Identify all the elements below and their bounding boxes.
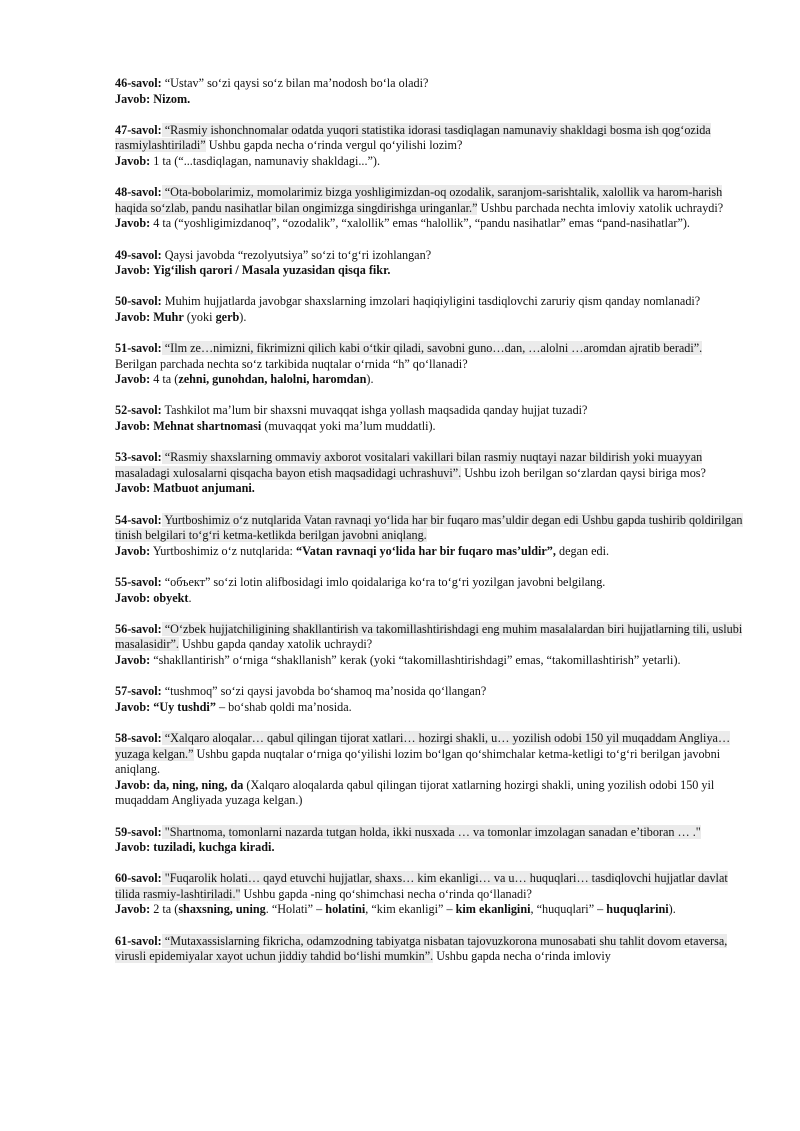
question-block — [115, 403, 745, 434]
answer-label: Javob: — [115, 91, 151, 106]
question-block — [115, 684, 745, 715]
answer-label: Javob: — [115, 481, 151, 496]
answer-label: Javob: — [115, 419, 151, 434]
answer-bold-segment: Muhr — [150, 309, 184, 324]
question-text — [115, 403, 745, 419]
question-number: 49-savol: — [115, 247, 162, 262]
answer-label: Javob: — [115, 699, 151, 714]
answer-text — [115, 310, 745, 326]
question-number: 56-savol: — [115, 621, 162, 636]
answer-label: Javob: — [115, 309, 151, 324]
answer-segment: 4 ta ( — [150, 372, 179, 387]
answer-segment: Yurtboshimiz o‘z nutqlarida: — [150, 543, 296, 558]
answer-segment: ). — [668, 902, 676, 917]
answer-segment: 4 ta (“yoshligimizdanoq”, “ozodalik”, “xalollik” emas “halollik”, “pandu nasihatlar” emas “pand-nasihatlar”). — [150, 216, 690, 231]
answer-bold-segment: holatini — [325, 902, 366, 917]
question-number: 58-savol: — [115, 730, 162, 745]
answer-text — [115, 216, 745, 232]
question-number: 51-savol: — [115, 341, 162, 356]
question-number: 52-savol: — [115, 403, 162, 418]
question-block — [115, 185, 745, 232]
answer-segment: degan edi. — [555, 543, 610, 558]
answer-text — [115, 481, 745, 497]
question-text — [115, 123, 745, 154]
answer-bold-segment: huquqlarini — [606, 902, 669, 917]
question-block — [115, 450, 745, 497]
answer-segment: , “kim ekanligi” – — [365, 902, 456, 917]
question-text — [115, 248, 745, 264]
question-number: 55-savol: — [115, 575, 162, 589]
highlighted-quote: “O‘zbek hujjatchiligining shakllantirish va takomillashtirishdagi eng muhim masalalardan biri hujjatlarning tili, uslubi masalasidir”. — [115, 621, 743, 652]
question-number: 61-savol: — [115, 933, 162, 948]
question-segment: Ushbu gapda -ning qo‘shimchasi necha o‘rinda qo‘llanadi? — [240, 886, 532, 901]
highlighted-quote: “Ota-bobolarimiz, momolarimiz bizga yoshligimizdan-oq ozodalik, saranjom-sarishtalik, xalollik va harom-harish haqida so‘zlab, pandu nasihatlar bilan ongimizga singdirishga uringanlar.” — [115, 185, 723, 215]
answer-bold-segment: shaxsning, uning — [178, 902, 266, 917]
answer-segment: . “Holati” – — [265, 902, 326, 917]
answer-text — [115, 544, 745, 560]
answer-bold-segment: zehni, gunohdan, halolni, haromdan — [178, 372, 367, 387]
question-text — [115, 825, 745, 841]
question-block — [115, 248, 745, 279]
answer-bold-segment: Yig‘ilish qarori / Masala yuzasidan qisqa fikr. — [150, 263, 391, 278]
answer-segment: (muvaqqat yoki ma’lum muddatli). — [261, 419, 436, 434]
question-text — [115, 294, 745, 310]
question-text — [115, 731, 745, 778]
question-text — [115, 513, 745, 544]
question-text — [115, 934, 745, 965]
question-segment: Tashkilot ma’lum bir shaxsni muvaqqat ishga yollash maqsadida qanday hujjat tuzadi? — [161, 403, 588, 418]
answer-bold-segment: da, ning, ning, da — [150, 777, 244, 792]
answer-segment: – bo‘shab qoldi ma’nosida. — [215, 699, 352, 714]
question-number: 46-savol: — [115, 76, 162, 90]
question-segment: Muhim hujjatlarda javobgar shaxslarning imzolari haqiqiyligini tasdiqlovchi zaruriy qism qanday nomlanadi? — [161, 294, 701, 309]
highlighted-quote: “Xalqaro aloqalar… qabul qilingan tijorat xatlari… hozirgi shakli, u… yozilish odobi 150 yil muqaddam Angliya… yuzaga kelgan.” — [115, 730, 731, 761]
question-text — [115, 684, 745, 700]
answer-bold-segment: Nizom. — [150, 91, 191, 106]
answer-segment: ). — [366, 372, 374, 387]
answer-segment: 1 ta (“...tasdiqlagan, namunaviy shakldagi...”). — [150, 153, 381, 168]
answer-label: Javob: — [115, 652, 151, 667]
answer-text — [115, 778, 745, 809]
answer-label: Javob: — [115, 263, 151, 278]
answer-text — [115, 372, 745, 388]
answer-label: Javob: — [115, 840, 151, 855]
highlighted-quote: Yurtboshimiz o‘z nutqlarida Vatan ravnaqi yo‘lida har bir fuqaro mas’uldir degan edi Ushbu gapda tushirib qoldirilgan tinish belgilari to‘g‘ri ketma-ketlikda berilgan javobni aniqlang. — [115, 512, 743, 543]
question-block — [115, 934, 745, 965]
answer-bold-segment: Mehnat shartnomasi — [150, 419, 262, 434]
answer-segment: , “huquqlari” – — [530, 902, 607, 917]
answer-label: Javob: — [115, 543, 151, 558]
question-segment: Qaysi javobda “rezolyutsiya” so‘zi to‘g‘ri izohlangan? — [161, 247, 432, 262]
question-segment: “tushmoq” so‘zi qaysi javobda bo‘shamoq ma’nosida qo‘llangan? — [161, 684, 487, 699]
answer-bold-segment: “Uy tushdi” — [150, 699, 216, 714]
answer-text — [115, 591, 745, 607]
highlighted-quote: “Rasmiy shaxslarning ommaviy axborot vositalari vakillari bilan rasmiy nuqtayi nazar bildirish yoki muayyan masaladagi xulosalarni qisqacha bayon etish maqsadidagi uchrashuvi”. — [115, 450, 703, 480]
question-segment: Ushbu gapda nuqtalar o‘rniga qo‘yilishi lozim bo‘lgan qo‘shimchalar ketma-ketligi to‘g‘ri berilgan javobni aniqlang. — [115, 746, 721, 777]
answer-segment: “shakllantirish” o‘rniga “shakllanish” kerak (yoki “takomillashtirishdagi” emas, “takomillashtirish” yetarli). — [150, 652, 681, 667]
question-text — [115, 871, 745, 902]
question-number: 60-savol: — [115, 871, 162, 886]
question-number: 57-savol: — [115, 684, 162, 699]
answer-label: Javob: — [115, 777, 151, 792]
answer-bold-segment: kim ekanligini — [455, 902, 531, 917]
answer-bold-segment: gerb — [215, 309, 240, 324]
question-number: 59-savol: — [115, 824, 162, 839]
question-segment: Ushbu gapda qanday xatolik uchraydi? — [178, 637, 373, 652]
answer-segment: 2 ta ( — [150, 902, 179, 917]
question-text — [115, 185, 745, 216]
question-text — [115, 341, 745, 372]
highlighted-quote: “Ilm ze…nimizni, fikrimizni qilich kabi o‘tkir qiladi, savobni guno…dan, …alolni …aromdan ajratib beradi”. — [161, 341, 703, 356]
answer-bold-segment: Matbuot anjumani. — [150, 481, 255, 496]
answer-text — [115, 419, 745, 435]
answer-label: Javob: — [115, 902, 151, 917]
question-block — [115, 513, 745, 560]
question-text — [115, 450, 745, 481]
question-number: 47-savol: — [115, 122, 162, 137]
question-text — [115, 575, 745, 591]
question-block — [115, 871, 745, 918]
question-segment: Berilgan parchada nechta so‘z tarkibida nuqtalar o‘rnida “h” qo‘llanadi? — [115, 356, 468, 371]
highlighted-quote: "Fuqarolik holati… qayd etuvchi hujjatlar, shaxs… kim ekanligi… va u… huquqlari… tasdiqlovchi hujjatlar davlat tilida rasmiy-lashtiriladi." — [115, 871, 728, 901]
question-block — [115, 731, 745, 809]
answer-bold-segment: tuziladi, kuchga kiradi. — [150, 840, 275, 855]
question-block — [115, 341, 745, 388]
answer-label: Javob: — [115, 372, 151, 387]
question-number: 54-savol: — [115, 512, 162, 527]
answer-label: Javob: — [115, 216, 151, 231]
answer-segment: (Xalqaro aloqalarda qabul qilingan tijorat xatlarning hozirgi shakli, uning yozilish odobi 150 yil muqaddam Angliyada yuzaga kelgan.) — [115, 777, 715, 808]
question-block — [115, 123, 745, 170]
question-text — [115, 76, 745, 92]
question-number: 50-savol: — [115, 294, 162, 309]
question-block — [115, 76, 745, 107]
question-text — [115, 622, 745, 653]
highlighted-quote: "Shartnoma, tomonlarni nazarda tutgan holda, ikki nusxada … va tomonlar imzolagan sanadan e’tiboran … ." — [161, 824, 701, 839]
question-block — [115, 575, 745, 606]
answer-label: Javob: — [115, 153, 151, 168]
answer-text — [115, 653, 745, 669]
answer-text — [115, 263, 745, 279]
question-block — [115, 622, 745, 669]
question-segment: Ushbu parchada nechta imloviy xatolik uchraydi? — [477, 200, 724, 215]
question-number: 53-savol: — [115, 450, 162, 465]
answer-label: Javob: — [115, 590, 151, 605]
highlighted-quote: “Mutaxassislarning fikricha, odamzodning tabiyatga nisbatan tajovuzkorona munosabati shu tahlit dovom etaversa, virusli epidemiyalar xayot uchun jiddiy tahdid bo‘lishi mumkin”. — [115, 933, 728, 964]
question-segment: Ushbu gapda necha o‘rinda imloviy — [433, 949, 611, 964]
question-segment: Ushbu izoh berilgan so‘zlardan qaysi biriga mos? — [461, 465, 706, 480]
answer-text — [115, 840, 745, 856]
question-segment: “Ustav” so‘zi qaysi so‘z bilan ma’nodosh bo‘la oladi? — [161, 76, 429, 90]
answer-segment: ). — [239, 309, 247, 324]
question-number: 48-savol: — [115, 185, 162, 200]
question-block — [115, 294, 745, 325]
question-segment: Ushbu gapda necha o‘rinda vergul qo‘yilishi lozim? — [205, 138, 463, 153]
question-block — [115, 825, 745, 856]
answer-text — [115, 92, 745, 108]
answer-text — [115, 700, 745, 716]
answer-segment: (yoki — [183, 309, 216, 324]
answer-text — [115, 902, 745, 918]
answer-bold-segment: “Vatan ravnaqi yo‘lida har bir fuqaro mas’uldir”, — [296, 543, 556, 558]
question-list — [115, 76, 745, 980]
highlighted-quote: “Rasmiy ishonchnomalar odatda yuqori statistika idorasi tasdiqlagan namunaviy shakldagi bosma ish qog‘ozida rasmiylashtiriladi” — [115, 122, 711, 153]
answer-bold-segment: obyekt — [150, 590, 189, 605]
answer-segment: . — [188, 590, 192, 605]
question-segment: “объект” so‘zi lotin alifbosidagi imlo qoidalariga ko‘ra to‘g‘ri yozilgan javobni belgilang. — [161, 575, 606, 589]
answer-text — [115, 154, 745, 170]
